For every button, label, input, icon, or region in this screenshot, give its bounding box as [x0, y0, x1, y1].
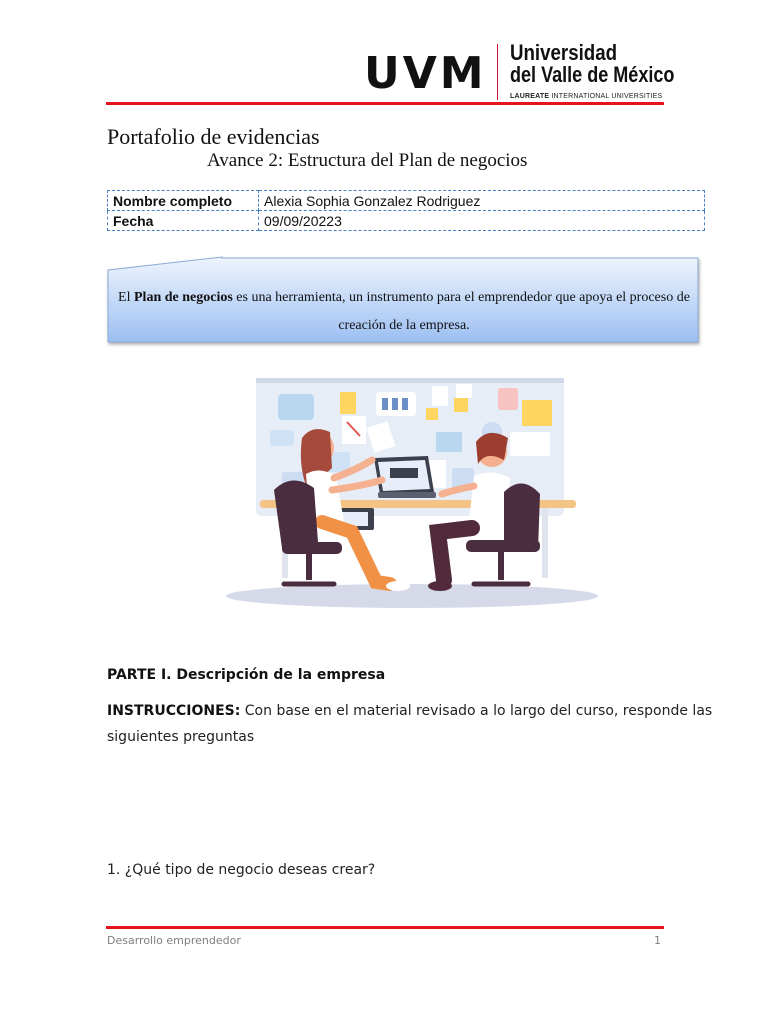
instructions-label: INSTRUCCIONES: [107, 703, 241, 719]
student-info-table [107, 190, 705, 231]
instructions [107, 698, 717, 750]
uvm-logo-mark: UVM [364, 48, 487, 99]
header-rule [106, 102, 664, 105]
university-name-line1: Universidad [510, 40, 618, 65]
table-row [108, 191, 705, 211]
footer-course: Desarrollo emprendedor [107, 934, 241, 947]
page-number: 1 [654, 934, 661, 947]
laureate-bold: LAUREATE [510, 93, 550, 100]
callout-text [110, 284, 698, 340]
date-label: Fecha [108, 211, 259, 231]
date-value: 09/09/20223 [259, 211, 705, 231]
section-heading: PARTE I. Descripción de la empresa [107, 667, 386, 683]
laureate-rest: INTERNATIONAL UNIVERSITIES [549, 93, 663, 100]
instructions-text: Con base en el material revisado a lo largo del curso, responde las siguientes preguntas [107, 703, 713, 745]
question-1: 1. ¿Qué tipo de negocio deseas crear? [107, 862, 376, 878]
laureate-tagline [510, 93, 662, 100]
name-value: Alexia Sophia Gonzalez Rodriguez [259, 191, 705, 211]
callout-rest: es una herramienta, un instrumento para el emprendedor que apoya el proceso de creación de la empresa. [232, 290, 690, 333]
university-name-line2: del Valle de México [510, 62, 675, 87]
footer-rule [106, 926, 664, 929]
document-subtitle: Avance 2: Estructura del Plan de negocios [207, 150, 528, 171]
name-label: Nombre completo [108, 191, 259, 211]
table-row [108, 211, 705, 231]
logo-divider [497, 44, 498, 100]
business-meeting-illustration [222, 372, 602, 612]
callout-bold: Plan de negocios [134, 290, 233, 305]
document-title: Portafolio de evidencias [107, 124, 320, 149]
callout-prefix: El [118, 290, 134, 305]
